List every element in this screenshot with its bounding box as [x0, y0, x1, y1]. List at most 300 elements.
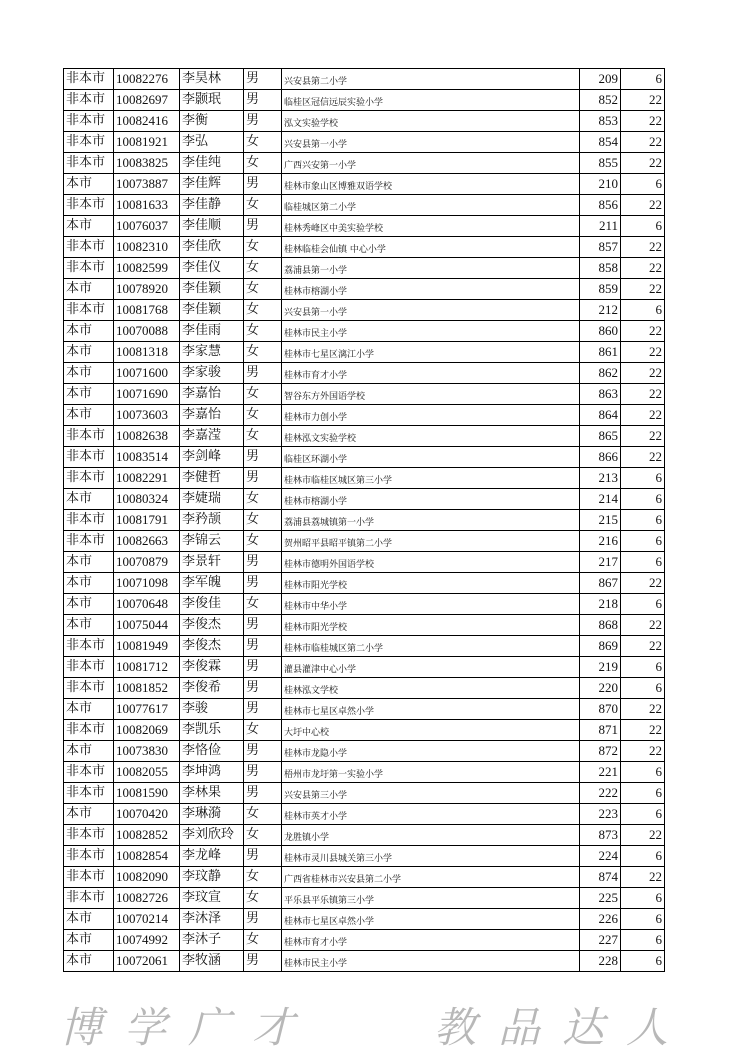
group-cell: 22: [621, 363, 665, 384]
gender-cell: 女: [244, 195, 282, 216]
region-cell: 本市: [64, 699, 114, 720]
gender-cell: 男: [244, 216, 282, 237]
region-cell: 非本市: [64, 510, 114, 531]
table-row: [64, 762, 665, 783]
gender-cell: 男: [244, 447, 282, 468]
name-cell: 李俊佳: [180, 594, 244, 615]
region-cell: 非本市: [64, 111, 114, 132]
region-cell: 非本市: [64, 447, 114, 468]
table-row: [64, 846, 665, 867]
name-cell: 李昊林: [180, 69, 244, 90]
school-cell: 智谷东方外国语学校: [282, 384, 580, 405]
region-cell: 本市: [64, 363, 114, 384]
gender-cell: 女: [244, 867, 282, 888]
score-table-container: [63, 68, 662, 972]
group-cell: 22: [621, 699, 665, 720]
school-cell: 桂林泓文实验学校: [282, 426, 580, 447]
table-row: [64, 489, 665, 510]
footer-motto-right: 教品达人: [433, 1003, 690, 1052]
school-cell: 桂林市民主小学: [282, 321, 580, 342]
school-cell: 桂林市灵川县城关第三小学: [282, 846, 580, 867]
region-cell: 非本市: [64, 762, 114, 783]
table-row: [64, 699, 665, 720]
id-cell: 10082310: [114, 237, 180, 258]
name-cell: 李锦云: [180, 531, 244, 552]
gender-cell: 女: [244, 405, 282, 426]
name-cell: 李沐子: [180, 930, 244, 951]
rank-cell: 209: [580, 69, 621, 90]
rank-cell: 228: [580, 951, 621, 972]
rank-cell: 866: [580, 447, 621, 468]
rank-cell: 219: [580, 657, 621, 678]
table-row: [64, 825, 665, 846]
gender-cell: 女: [244, 426, 282, 447]
name-cell: 李婕瑞: [180, 489, 244, 510]
school-cell: 桂林市榕湖小学: [282, 489, 580, 510]
id-cell: 10081633: [114, 195, 180, 216]
rank-cell: 213: [580, 468, 621, 489]
region-cell: 本市: [64, 615, 114, 636]
id-cell: 10081949: [114, 636, 180, 657]
gender-cell: 女: [244, 153, 282, 174]
region-cell: 非本市: [64, 300, 114, 321]
id-cell: 10082090: [114, 867, 180, 888]
table-row: [64, 237, 665, 258]
id-cell: 10082726: [114, 888, 180, 909]
school-cell: 兴安县第二小学: [282, 69, 580, 90]
school-cell: 临桂区冠信远辰实验小学: [282, 90, 580, 111]
gender-cell: 女: [244, 279, 282, 300]
id-cell: 10081318: [114, 342, 180, 363]
group-cell: 22: [621, 741, 665, 762]
group-cell: 6: [621, 888, 665, 909]
id-cell: 10070879: [114, 552, 180, 573]
gender-cell: 男: [244, 174, 282, 195]
rank-cell: 872: [580, 741, 621, 762]
name-cell: 李军魄: [180, 573, 244, 594]
school-cell: 梧州市龙圩第一实验小学: [282, 762, 580, 783]
school-cell: 荔浦县第一小学: [282, 258, 580, 279]
gender-cell: 女: [244, 489, 282, 510]
gender-cell: 女: [244, 888, 282, 909]
id-cell: 10082069: [114, 720, 180, 741]
group-cell: 6: [621, 489, 665, 510]
school-cell: 兴安县第三小学: [282, 783, 580, 804]
gender-cell: 男: [244, 699, 282, 720]
region-cell: 本市: [64, 552, 114, 573]
region-cell: 非本市: [64, 195, 114, 216]
gender-cell: 女: [244, 930, 282, 951]
table-row: [64, 300, 665, 321]
name-cell: 李龙峰: [180, 846, 244, 867]
name-cell: 李佳辉: [180, 174, 244, 195]
table-row: [64, 111, 665, 132]
rank-cell: 860: [580, 321, 621, 342]
region-cell: 本市: [64, 804, 114, 825]
id-cell: 10070420: [114, 804, 180, 825]
id-cell: 10082599: [114, 258, 180, 279]
school-cell: 桂林临桂会仙镇 中心小学: [282, 237, 580, 258]
name-cell: 李颢珉: [180, 90, 244, 111]
rank-cell: 859: [580, 279, 621, 300]
id-cell: 10074992: [114, 930, 180, 951]
school-cell: 桂林市榕湖小学: [282, 279, 580, 300]
group-cell: 22: [621, 90, 665, 111]
region-cell: 本市: [64, 930, 114, 951]
score-table-body: [64, 69, 665, 972]
school-cell: 贺州昭平县昭平镇第二小学: [282, 531, 580, 552]
footer-motto-left: 博学广才: [60, 1003, 317, 1052]
id-cell: 10072061: [114, 951, 180, 972]
rank-cell: 861: [580, 342, 621, 363]
table-row: [64, 132, 665, 153]
school-cell: 广西省桂林市兴安县第二小学: [282, 867, 580, 888]
gender-cell: 男: [244, 636, 282, 657]
group-cell: 6: [621, 657, 665, 678]
name-cell: 李嘉滢: [180, 426, 244, 447]
table-row: [64, 342, 665, 363]
region-cell: 非本市: [64, 132, 114, 153]
table-row: [64, 174, 665, 195]
region-cell: 本市: [64, 384, 114, 405]
rank-cell: 862: [580, 363, 621, 384]
name-cell: 李凯乐: [180, 720, 244, 741]
table-row: [64, 636, 665, 657]
table-row: [64, 363, 665, 384]
group-cell: 6: [621, 69, 665, 90]
school-cell: 桂林市阳光学校: [282, 615, 580, 636]
name-cell: 李坤鸿: [180, 762, 244, 783]
school-cell: 兴安县第一小学: [282, 132, 580, 153]
group-cell: 22: [621, 720, 665, 741]
name-cell: 李佳欣: [180, 237, 244, 258]
id-cell: 10070648: [114, 594, 180, 615]
id-cell: 10082852: [114, 825, 180, 846]
table-row: [64, 321, 665, 342]
name-cell: 李佳静: [180, 195, 244, 216]
group-cell: 22: [621, 279, 665, 300]
id-cell: 10081791: [114, 510, 180, 531]
rank-cell: 868: [580, 615, 621, 636]
school-cell: 龙胜镇小学: [282, 825, 580, 846]
group-cell: 6: [621, 951, 665, 972]
rank-cell: 867: [580, 573, 621, 594]
group-cell: 22: [621, 321, 665, 342]
region-cell: 非本市: [64, 531, 114, 552]
region-cell: 非本市: [64, 90, 114, 111]
rank-cell: 224: [580, 846, 621, 867]
table-row: [64, 90, 665, 111]
gender-cell: 男: [244, 111, 282, 132]
id-cell: 10082854: [114, 846, 180, 867]
group-cell: 22: [621, 615, 665, 636]
table-row: [64, 426, 665, 447]
region-cell: 本市: [64, 342, 114, 363]
table-row: [64, 531, 665, 552]
gender-cell: 男: [244, 657, 282, 678]
region-cell: 本市: [64, 951, 114, 972]
rank-cell: 857: [580, 237, 621, 258]
rank-cell: 854: [580, 132, 621, 153]
table-row: [64, 720, 665, 741]
group-cell: 22: [621, 405, 665, 426]
rank-cell: 211: [580, 216, 621, 237]
group-cell: 6: [621, 762, 665, 783]
table-row: [64, 468, 665, 489]
group-cell: 22: [621, 153, 665, 174]
school-cell: 桂林市临桂区城区第三小学: [282, 468, 580, 489]
name-cell: 李俊杰: [180, 636, 244, 657]
region-cell: 非本市: [64, 678, 114, 699]
id-cell: 10070214: [114, 909, 180, 930]
table-row: [64, 783, 665, 804]
gender-cell: 女: [244, 720, 282, 741]
gender-cell: 男: [244, 552, 282, 573]
gender-cell: 女: [244, 132, 282, 153]
group-cell: 22: [621, 447, 665, 468]
rank-cell: 222: [580, 783, 621, 804]
group-cell: 22: [621, 426, 665, 447]
group-cell: 6: [621, 300, 665, 321]
table-row: [64, 615, 665, 636]
school-cell: 桂林市中华小学: [282, 594, 580, 615]
table-row: [64, 447, 665, 468]
group-cell: 6: [621, 783, 665, 804]
name-cell: 李家骏: [180, 363, 244, 384]
id-cell: 10073887: [114, 174, 180, 195]
gender-cell: 男: [244, 678, 282, 699]
school-cell: 桂林市英才小学: [282, 804, 580, 825]
id-cell: 10071098: [114, 573, 180, 594]
table-row: [64, 69, 665, 90]
table-row: [64, 216, 665, 237]
id-cell: 10081921: [114, 132, 180, 153]
id-cell: 10082697: [114, 90, 180, 111]
name-cell: 李佳雨: [180, 321, 244, 342]
rank-cell: 223: [580, 804, 621, 825]
id-cell: 10082663: [114, 531, 180, 552]
gender-cell: 男: [244, 909, 282, 930]
rank-cell: 873: [580, 825, 621, 846]
rank-cell: 220: [580, 678, 621, 699]
school-cell: 大圩中心校: [282, 720, 580, 741]
rank-cell: 221: [580, 762, 621, 783]
table-row: [64, 153, 665, 174]
region-cell: 本市: [64, 594, 114, 615]
region-cell: 非本市: [64, 825, 114, 846]
name-cell: 李弘: [180, 132, 244, 153]
region-cell: 非本市: [64, 657, 114, 678]
gender-cell: 男: [244, 573, 282, 594]
rank-cell: 864: [580, 405, 621, 426]
school-cell: 桂林市民主小学: [282, 951, 580, 972]
school-cell: 泓文实验学校: [282, 111, 580, 132]
region-cell: 非本市: [64, 468, 114, 489]
gender-cell: 男: [244, 846, 282, 867]
gender-cell: 男: [244, 762, 282, 783]
name-cell: 李俊杰: [180, 615, 244, 636]
rank-cell: 214: [580, 489, 621, 510]
id-cell: 10082276: [114, 69, 180, 90]
region-cell: 非本市: [64, 783, 114, 804]
school-cell: 荔浦县荔城镇第一小学: [282, 510, 580, 531]
region-cell: 非本市: [64, 888, 114, 909]
table-row: [64, 657, 665, 678]
table-row: [64, 258, 665, 279]
group-cell: 22: [621, 867, 665, 888]
gender-cell: 男: [244, 468, 282, 489]
school-cell: 桂林市七星区卓然小学: [282, 909, 580, 930]
school-cell: 灌县灌津中心小学: [282, 657, 580, 678]
id-cell: 10082638: [114, 426, 180, 447]
region-cell: 本市: [64, 174, 114, 195]
table-row: [64, 573, 665, 594]
gender-cell: 男: [244, 90, 282, 111]
name-cell: 李刘欣玲: [180, 825, 244, 846]
school-cell: 桂林市龙隐小学: [282, 741, 580, 762]
group-cell: 22: [621, 258, 665, 279]
id-cell: 10073830: [114, 741, 180, 762]
group-cell: 6: [621, 909, 665, 930]
name-cell: 李剑峰: [180, 447, 244, 468]
rank-cell: 853: [580, 111, 621, 132]
name-cell: 李佳顺: [180, 216, 244, 237]
name-cell: 李俊霖: [180, 657, 244, 678]
group-cell: 6: [621, 510, 665, 531]
school-cell: 桂林秀峰区中美实验学校: [282, 216, 580, 237]
table-row: [64, 951, 665, 972]
gender-cell: 男: [244, 783, 282, 804]
gender-cell: 女: [244, 825, 282, 846]
region-cell: 本市: [64, 741, 114, 762]
region-cell: 本市: [64, 909, 114, 930]
name-cell: 李佳纯: [180, 153, 244, 174]
id-cell: 10078920: [114, 279, 180, 300]
group-cell: 22: [621, 111, 665, 132]
group-cell: 22: [621, 195, 665, 216]
rank-cell: 863: [580, 384, 621, 405]
table-row: [64, 279, 665, 300]
school-cell: 桂林市德明外国语学校: [282, 552, 580, 573]
table-row: [64, 867, 665, 888]
group-cell: 22: [621, 825, 665, 846]
school-cell: 桂林市育才小学: [282, 930, 580, 951]
id-cell: 10082416: [114, 111, 180, 132]
score-table: [63, 68, 665, 972]
name-cell: 李衡: [180, 111, 244, 132]
rank-cell: 218: [580, 594, 621, 615]
region-cell: 本市: [64, 405, 114, 426]
rank-cell: 874: [580, 867, 621, 888]
name-cell: 李佳颖: [180, 279, 244, 300]
gender-cell: 男: [244, 951, 282, 972]
table-row: [64, 405, 665, 426]
gender-cell: 女: [244, 258, 282, 279]
gender-cell: 男: [244, 69, 282, 90]
id-cell: 10081852: [114, 678, 180, 699]
group-cell: 6: [621, 174, 665, 195]
group-cell: 22: [621, 132, 665, 153]
id-cell: 10077617: [114, 699, 180, 720]
group-cell: 6: [621, 930, 665, 951]
name-cell: 李玟静: [180, 867, 244, 888]
school-cell: 临桂城区第二小学: [282, 195, 580, 216]
group-cell: 6: [621, 678, 665, 699]
rank-cell: 871: [580, 720, 621, 741]
gender-cell: 女: [244, 237, 282, 258]
id-cell: 10081590: [114, 783, 180, 804]
school-cell: 临桂区环湖小学: [282, 447, 580, 468]
region-cell: 本市: [64, 279, 114, 300]
id-cell: 10082291: [114, 468, 180, 489]
table-row: [64, 741, 665, 762]
school-cell: 平乐县平乐镇第三小学: [282, 888, 580, 909]
school-cell: 桂林市育才小学: [282, 363, 580, 384]
gender-cell: 女: [244, 384, 282, 405]
school-cell: 桂林市七星区漓江小学: [282, 342, 580, 363]
name-cell: 李琳漪: [180, 804, 244, 825]
name-cell: 李嘉怡: [180, 405, 244, 426]
group-cell: 6: [621, 846, 665, 867]
gender-cell: 女: [244, 594, 282, 615]
gender-cell: 女: [244, 804, 282, 825]
gender-cell: 男: [244, 363, 282, 384]
name-cell: 李佳颖: [180, 300, 244, 321]
group-cell: 6: [621, 468, 665, 489]
id-cell: 10083514: [114, 447, 180, 468]
rank-cell: 869: [580, 636, 621, 657]
table-row: [64, 888, 665, 909]
rank-cell: 227: [580, 930, 621, 951]
rank-cell: 855: [580, 153, 621, 174]
name-cell: 李俊希: [180, 678, 244, 699]
group-cell: 22: [621, 237, 665, 258]
id-cell: 10080324: [114, 489, 180, 510]
school-cell: 兴安县第一小学: [282, 300, 580, 321]
table-row: [64, 510, 665, 531]
id-cell: 10083825: [114, 153, 180, 174]
table-row: [64, 594, 665, 615]
region-cell: 非本市: [64, 237, 114, 258]
id-cell: 10081712: [114, 657, 180, 678]
table-row: [64, 384, 665, 405]
gender-cell: 男: [244, 615, 282, 636]
name-cell: 李嘉怡: [180, 384, 244, 405]
gender-cell: 男: [244, 741, 282, 762]
name-cell: 李矜颉: [180, 510, 244, 531]
region-cell: 非本市: [64, 153, 114, 174]
group-cell: 22: [621, 342, 665, 363]
id-cell: 10071600: [114, 363, 180, 384]
region-cell: 本市: [64, 489, 114, 510]
group-cell: 22: [621, 384, 665, 405]
table-row: [64, 930, 665, 951]
id-cell: 10073603: [114, 405, 180, 426]
school-cell: 桂林市临桂城区第二小学: [282, 636, 580, 657]
gender-cell: 女: [244, 510, 282, 531]
region-cell: 本市: [64, 216, 114, 237]
gender-cell: 女: [244, 342, 282, 363]
gender-cell: 女: [244, 531, 282, 552]
group-cell: 6: [621, 531, 665, 552]
rank-cell: 870: [580, 699, 621, 720]
id-cell: 10071690: [114, 384, 180, 405]
rank-cell: 852: [580, 90, 621, 111]
rank-cell: 217: [580, 552, 621, 573]
rank-cell: 225: [580, 888, 621, 909]
table-row: [64, 678, 665, 699]
rank-cell: 865: [580, 426, 621, 447]
